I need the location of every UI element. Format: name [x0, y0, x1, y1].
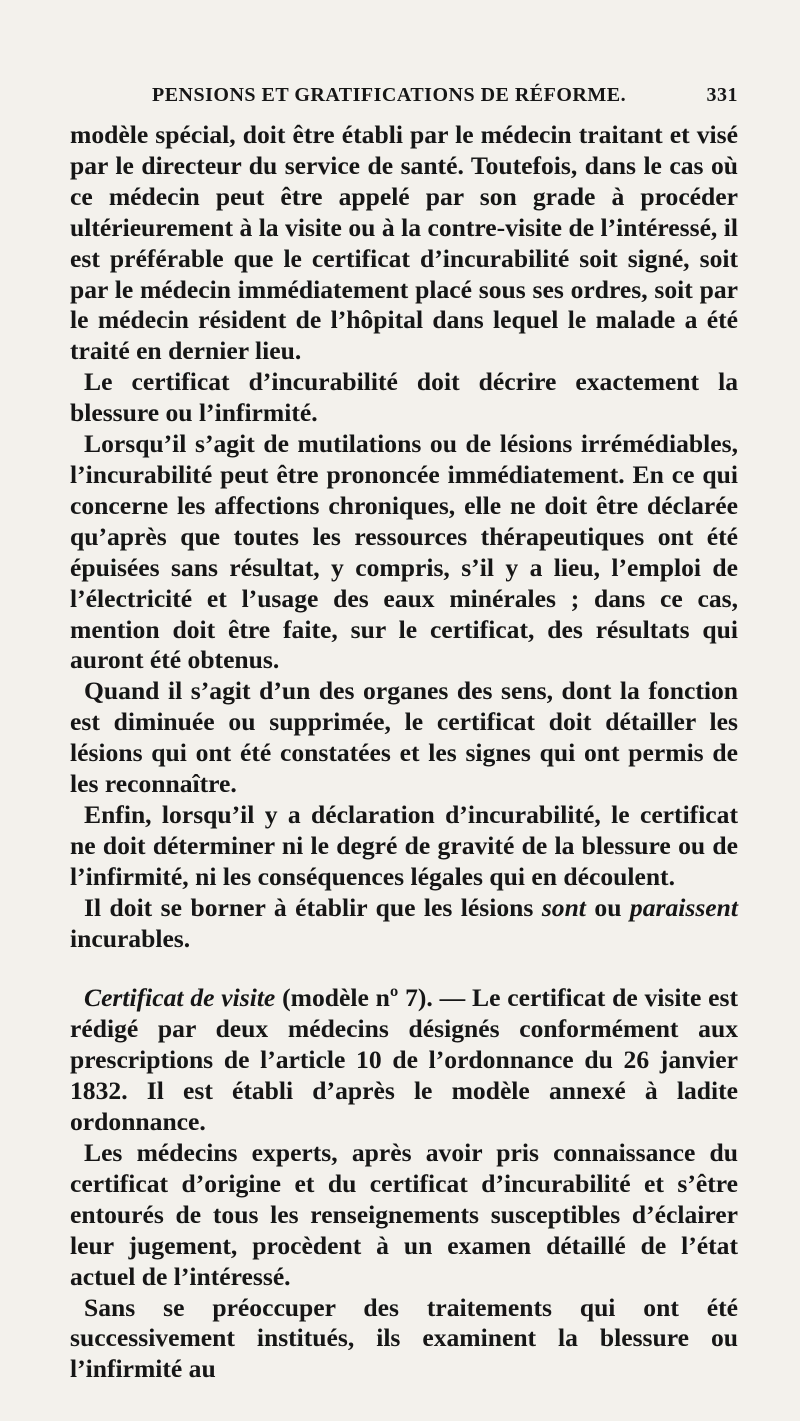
paragraph-8: Les médecins experts, après avoir pris connaissance du certificat d’origine et du certificat d’incurabilité et s’être entourés de tous les renseignements susceptibles d’éclairer leur jugement, procèdent à un examen détaillé de l’état actuel de l’intéressé. — [70, 1138, 738, 1291]
paragraph-6-text-middle: ou — [585, 892, 630, 922]
paragraph-3: Lorsqu’il s’agit de mutilations ou de lésions irrémédiables, l’incurabilité peut être prononcée immédiatement. En ce qui concerne les affections chroniques, elle ne doit être déclarée qu’après que toutes les ressources thérapeutiques ont été épuisées sans résultat, y compris, s’il y a lieu, l’emploi de l’électricité et l’usage des eaux minérales ; dans ce cas, mention doit être faite, sur le certificat, des résultats qui auront été obtenus. — [70, 429, 738, 675]
paragraph-1: modèle spécial, doit être établi par le médecin traitant et visé par le directeur du service de santé. Toutefois, dans le cas où ce médecin peut être appelé par son grade à procéder ultérieurement à la visite ou à la contre-visite de l’intéressé, il est préférable que le certificat d’incurabilité soit signé, soit par le médecin immédiatement placé sous ses ordres, soit par le médecin résident de l’hôpital dans lequel le malade a été traité en dernier lieu. — [70, 120, 738, 366]
paragraph-6-text-after: incurables. — [70, 923, 191, 953]
paragraph-7-text: (modèle nº 7). — Le certificat de visite est rédigé par deux médecins désignés conformément aux prescriptions de l’article 10 de l’ordonnance du 26 janvier 1832. Il est établi d’après le modèle annexé à ladite ordonnance. — [70, 983, 738, 1137]
paragraph-4: Quand il s’agit d’un des organes des sens, dont la fonction est diminuée ou supprimée, le certificat doit détailler les lésions qui ont été constatées et les signes qui ont permis de les reconnaître. — [70, 676, 738, 799]
body-text — [70, 120, 738, 1385]
paragraph-6 — [70, 893, 738, 955]
paragraph-7 — [70, 983, 738, 1138]
paragraph-5: Enfin, lorsqu’il y a déclaration d’incurabilité, le certificat ne doit déterminer ni le degré de gravité de la blessure ou de l’infirmité, ni les conséquences légales qui en découlent. — [70, 799, 738, 891]
running-head — [70, 84, 738, 120]
paragraph-9: Sans se préoccuper des traitements qui ont été successivement institués, ils examinent la blessure ou l’infirmité au — [70, 1292, 738, 1384]
paragraph-6-italic-paraissent: paraissent — [629, 892, 738, 922]
section-heading-certificat-de-visite: Certificat de visite — [84, 983, 276, 1013]
page-number: 331 — [706, 84, 738, 106]
paragraph-6-italic-sont: sont — [541, 892, 586, 922]
paragraph-2: Le certificat d’incurabilité doit décrire exactement la blessure ou l’infirmité. — [70, 367, 738, 428]
running-head-title: PENSIONS ET GRATIFICATIONS DE RÉFORME. — [152, 84, 627, 106]
paragraph-6-text-before: Il doit se borner à établir que les lésions — [84, 892, 542, 922]
